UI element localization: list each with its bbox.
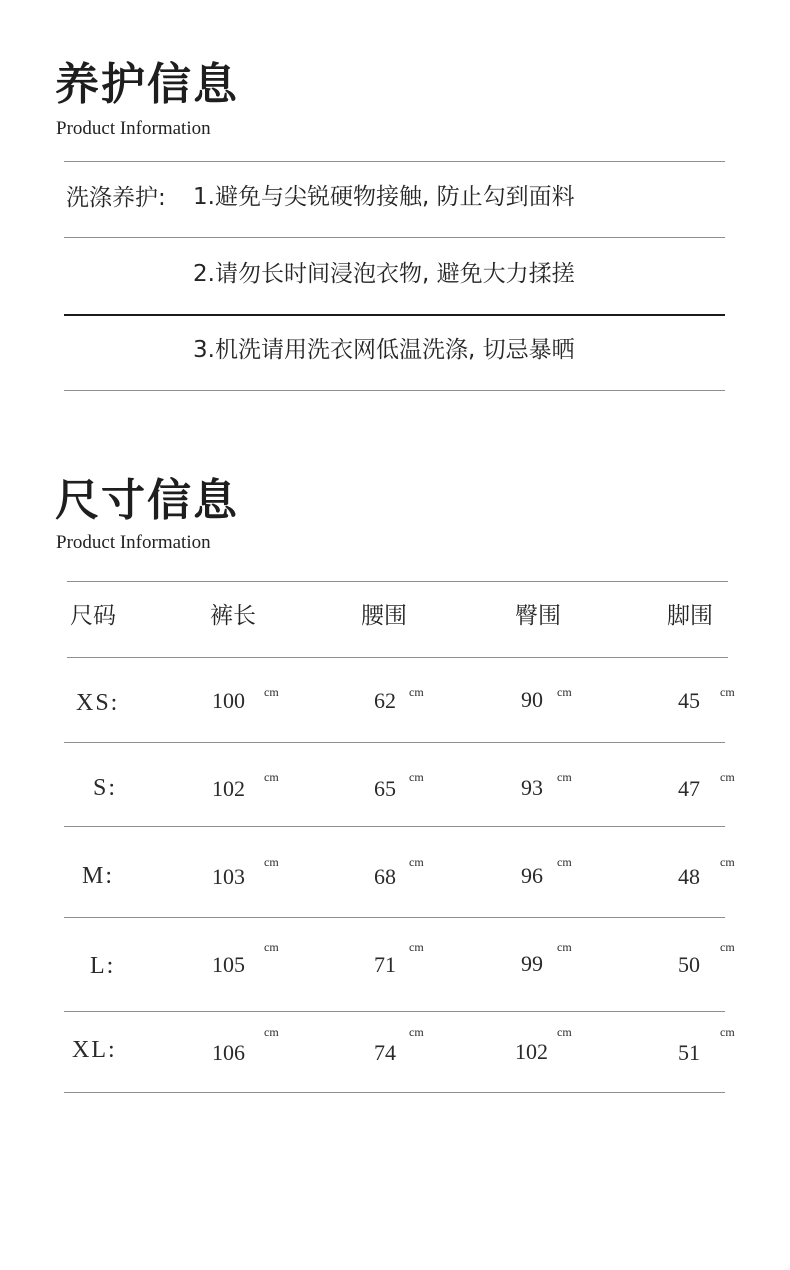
care-divider-1 xyxy=(64,237,725,238)
value-pants-length: 102 xyxy=(212,776,245,801)
unit-label: cm xyxy=(409,855,424,869)
value-hem: 50 xyxy=(678,952,700,977)
row-divider xyxy=(64,917,725,918)
row-divider xyxy=(64,742,725,743)
size-table-header-rule xyxy=(67,657,728,658)
value-pants-length: 103 xyxy=(212,864,245,889)
value-hip: 90 xyxy=(521,687,543,712)
size-section-subtitle: Product Information xyxy=(56,532,211,553)
value-hem: 47 xyxy=(678,776,700,801)
unit-label: cm xyxy=(409,1025,424,1039)
unit-label: cm xyxy=(720,685,735,699)
care-divider-bottom xyxy=(64,390,725,391)
header-hip: 臀围 xyxy=(515,603,561,629)
unit-label: cm xyxy=(264,770,279,784)
value-waist: 65 xyxy=(374,776,396,801)
care-divider-2 xyxy=(64,314,725,316)
value-hip: 99 xyxy=(521,951,543,976)
header-waist: 腰围 xyxy=(361,603,407,629)
value-hem: 48 xyxy=(678,864,700,889)
unit-label: cm xyxy=(720,1025,735,1039)
care-section-subtitle: Product Information xyxy=(56,118,211,139)
header-hem: 脚围 xyxy=(667,603,713,629)
value-hem: 45 xyxy=(678,688,700,713)
value-waist: 62 xyxy=(374,688,396,713)
unit-label: cm xyxy=(409,940,424,954)
size-label: M: xyxy=(82,863,115,889)
value-waist: 74 xyxy=(374,1040,396,1065)
care-item-3: 3.机洗请用洗衣网低温洗涤, 切忌暴晒 xyxy=(193,337,575,363)
size-section-title: 尺寸信息 xyxy=(55,475,239,526)
value-hem: 51 xyxy=(678,1040,700,1065)
care-divider-top xyxy=(64,161,725,162)
size-label: S: xyxy=(93,775,118,801)
unit-label: cm xyxy=(409,770,424,784)
value-pants-length: 100 xyxy=(212,688,245,713)
size-label: XS: xyxy=(76,690,120,716)
unit-label: cm xyxy=(557,770,572,784)
header-size: 尺码 xyxy=(70,603,116,629)
unit-label: cm xyxy=(557,1025,572,1039)
size-label: L: xyxy=(90,953,116,979)
unit-label: cm xyxy=(264,940,279,954)
unit-label: cm xyxy=(264,685,279,699)
unit-label: cm xyxy=(557,855,572,869)
row-divider xyxy=(64,826,725,827)
care-section-title: 养护信息 xyxy=(55,59,239,110)
value-hip: 102 xyxy=(515,1039,548,1064)
care-label: 洗涤养护: xyxy=(66,185,166,211)
unit-label: cm xyxy=(264,855,279,869)
size-table-top-rule xyxy=(67,581,728,582)
value-hip: 96 xyxy=(521,863,543,888)
value-waist: 68 xyxy=(374,864,396,889)
unit-label: cm xyxy=(720,940,735,954)
unit-label: cm xyxy=(264,1025,279,1039)
size-label: XL: xyxy=(72,1037,117,1063)
value-waist: 71 xyxy=(374,952,396,977)
value-pants-length: 106 xyxy=(212,1040,245,1065)
value-pants-length: 105 xyxy=(212,952,245,977)
row-divider xyxy=(64,1011,725,1012)
unit-label: cm xyxy=(557,940,572,954)
header-pants-length: 裤长 xyxy=(210,603,256,629)
care-item-2: 2.请勿长时间浸泡衣物, 避免大力揉搓 xyxy=(193,261,575,287)
unit-label: cm xyxy=(720,770,735,784)
unit-label: cm xyxy=(557,685,572,699)
unit-label: cm xyxy=(720,855,735,869)
size-table-bottom-rule xyxy=(64,1092,725,1093)
value-hip: 93 xyxy=(521,775,543,800)
unit-label: cm xyxy=(409,685,424,699)
care-item-1: 1.避免与尖锐硬物接触, 防止勾到面料 xyxy=(193,184,575,210)
